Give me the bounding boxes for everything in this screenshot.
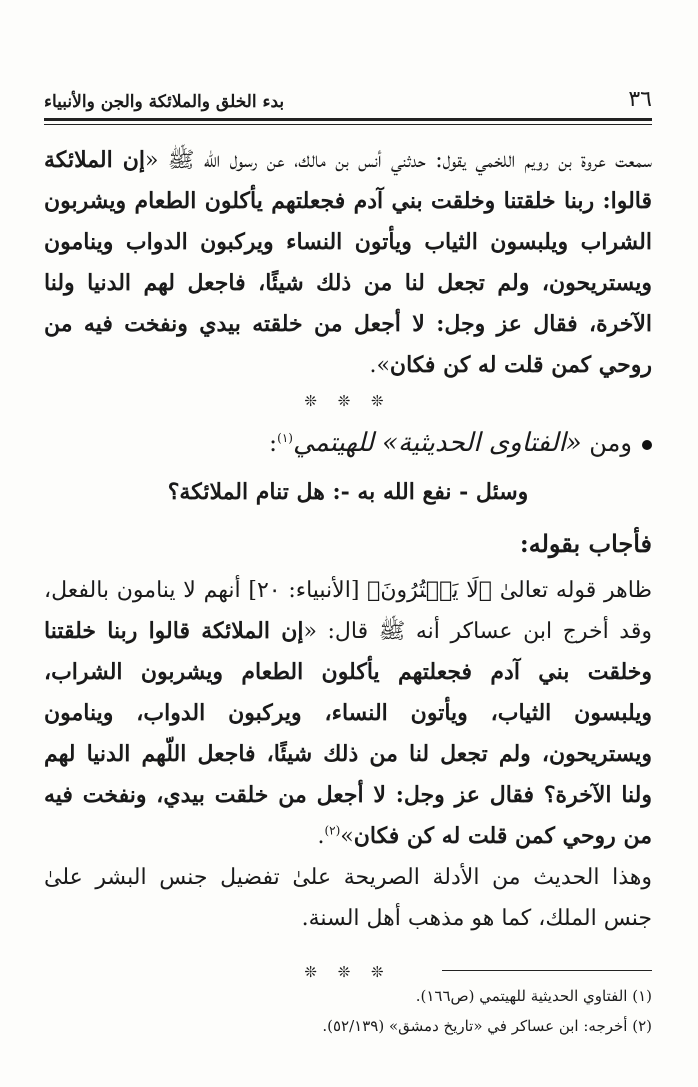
paragraph-2-intro: ظاهر قوله تعالىٰ ﴿لَا يَفۡتُرُونَ﴾ [الأنبياء: ٢٠] أنهم لا ينامون بالفعل، وقد أخرج ابن عساكر أنه ﷺ قال: « [44,578,652,644]
running-title: بدء الخلق والملائكة والجن والأنبياء [44,92,285,112]
paragraph-2 [44,570,652,857]
section-separator-2: ❊ ❊ ❊ [304,963,392,981]
footnotes [44,970,652,1041]
paragraph-1-closing: ». [369,353,390,378]
question: وسئل - نفع الله به -: هل تنام الملائكة؟ [167,479,529,505]
book-title: «الفتاوى الحديثية» للهيتمي [292,428,582,458]
paragraph-1 [44,140,652,386]
paragraph-1-hadith: إن الملائكة قالوا: ربنا خلقتنا وخلقت بني آدم فجعلتهم يأكلون الطعام ويشربون الشراب ويلبسون الثياب ويأتون النساء ويركبون الدواب وينامون ويستريحون، ولم تجعل لنا من ذلك شيئًا، فاجعل لهم الدنيا ولنا الآخرة، فقال عز وجل: لا أجعل من خلقته بيدي ونفخت فيه من روحي كمن قلت له كن فكان [44,147,652,378]
footnote-ref-2: (٢) [324,823,341,838]
section-heading [44,420,652,466]
page-number: ٣٦ [628,87,652,112]
main-text [44,140,652,987]
header-rule-thick [44,118,652,121]
paragraph-2-end: . [317,824,325,849]
section-prefix: ومن [589,429,632,457]
section-suffix: : [269,429,278,457]
footnote-rule [442,970,652,971]
footnote-ref-1: (١) [277,431,293,445]
page-header [44,80,652,112]
paragraph-3: وهذا الحديث من الأدلة الصريحة علىٰ تفضيل جنس البشر علىٰ جنس الملك، كما هو مذهب أهل السنة. [44,865,652,931]
answer-label: فأجاب بقوله: [519,529,652,558]
paragraph-2-hadith: إن الملائكة قالوا ربنا خلقتنا وخلقت بني آدم فجعلتهم يأكلون الطعام ويشربون الشراب، ويلبسون الثياب، ويأتون النساء، ويركبون الدواب، وينامون ويستريحون، ولم تجعل لنا من ذلك شيئًا، فاجعل اللّهم الدنيا لهم ولنا الآخرة؟ فقال عز وجل: لا أجعل من خلقت بيدي، ونفخت فيه من روحي كمن قلت له كن فكان [44,618,652,849]
footnote-2: (٢) أخرجه: ابن عساكر في «تاريخ دمشق» (٥٢/١٣٩). [322,1017,652,1035]
footnote-1: (١) الفتاوي الحديثية للهيتمي (ص١٦٦). [415,987,652,1005]
section-separator: ❊ ❊ ❊ [304,392,392,410]
paragraph-2-close: » [340,824,354,849]
paragraph-1-intro: سمعت عروة بن رويم اللخمي يقول: حدثني أنس بن مالك، عن رسول الله ﷺ « [145,148,652,173]
bullet-icon [642,440,652,450]
header-rule-thin [44,124,652,125]
